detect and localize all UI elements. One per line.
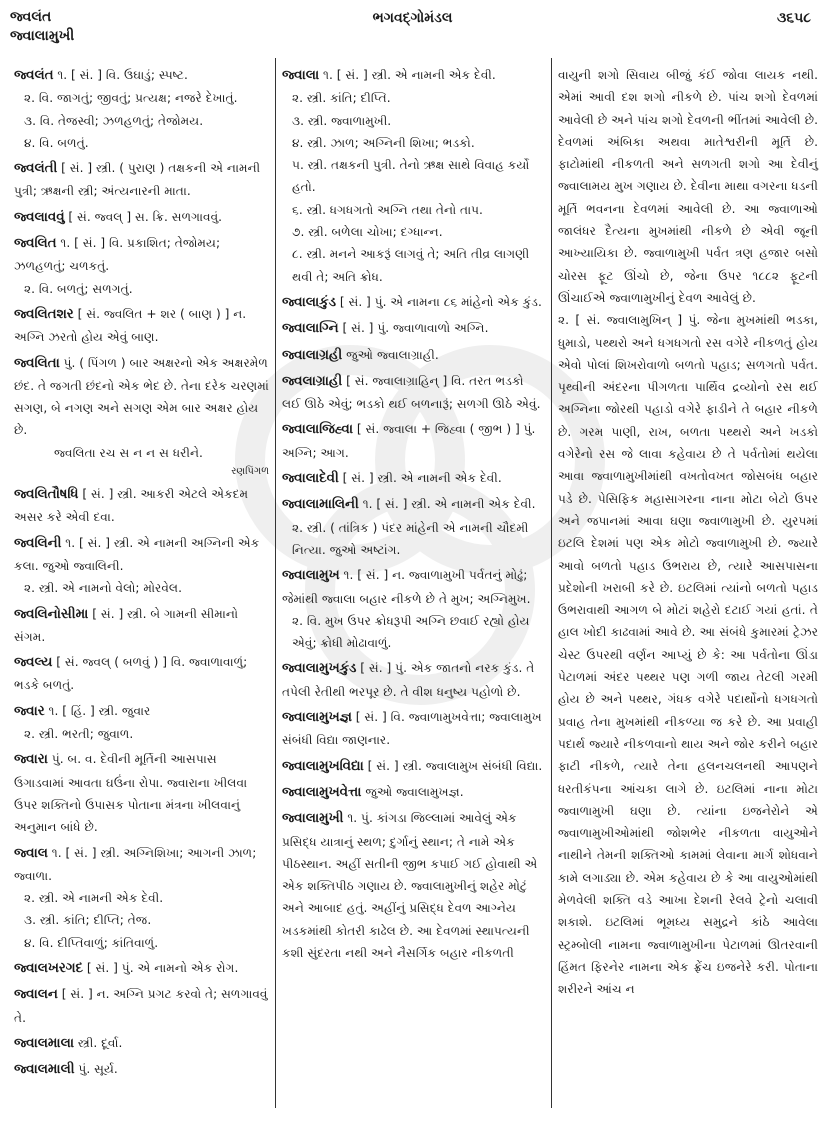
entry-definition: જુઓ જ્વાલામુખજ્ઞ. bbox=[365, 784, 464, 799]
entry-headword: જ્વલિતા bbox=[14, 355, 60, 371]
entry-headword: જ્વારા bbox=[14, 752, 48, 768]
entry-definition: પું. સૂર્ય. bbox=[78, 1062, 118, 1077]
entry-sense: ૨. સ્ત્રી. ભરતી; જુવાળ. bbox=[24, 727, 134, 742]
continuation-paragraph: વાયુની શગો સિવાય બીજું કંઈ જોવા લાયક નથી. એમાં આવી દશ શગો નીકળે છે. પાંચ શગો દેવળમાં આવેલી છે અને પાંચ શગો દેવળની ભીંતમાં આવેલી છે. દેવળમાં અંબિકા અથવા માતેશ્વરીની મૂર્તિ છે. ફાટોમાંથી નીકળતી અને સળગતી શગો આ દેવીનું જ્વાલામય મુખ ગણાય છે. દેવીના માથા વગરના ધડની મૂર્તિ ભવનના દેવળમાં આવેલી છે. આ જ્વાળાઓ જાલંધર દૈત્યના મુખમાંથી નીકળે છે એવી જૂની આખ્યાયિકા છે. જ્વાળામુખી પર્વત ત્રણ હજાર બસો ચોરસ ફૂટ ઊંચો છે, જેના ઉપર ૧૮૮૨ ફૂટની ઊંચાઈએ જ્વાળામુખીનું દેવળ આવેલું છે. bbox=[558, 68, 818, 305]
entry-definition: ૧. [ સં. ] સ્ત્રી. એ નામની એક દેવી. bbox=[323, 68, 496, 82]
entry-headword: જ્વલાવવું bbox=[14, 209, 65, 225]
entry-sense: ૨. વિ. બળતું; સળગતું. bbox=[24, 281, 133, 296]
entry-headword: જ્વાલામુખ bbox=[282, 568, 340, 584]
entry-definition: ૧. [ સં. ] સ્ત્રી. અગ્નિશિખા; આગની ઝાળ; જ્વાળા. bbox=[14, 845, 257, 883]
dictionary-entry bbox=[282, 781, 545, 804]
dictionary-entry bbox=[14, 651, 269, 697]
entry-definition: ૧. [ સં. ] વિ. ઉઘાડું; સ્પષ્ટ. bbox=[57, 68, 188, 82]
dictionary-entry bbox=[14, 352, 269, 480]
entry-headword: જ્વાલાકુંડ bbox=[282, 294, 336, 310]
entry-headword: જ્વાલામુખકુંડ bbox=[282, 661, 357, 677]
page-header bbox=[10, 8, 815, 56]
entry-sense: ૨. સ્ત્રી. ( તાંત્રિક ) પંદર માંહેની એ નામની ચૌદમી નિત્યા. જુઓ અષ્ટાંગ. bbox=[292, 520, 529, 557]
entry-definition: [ સં. ] સ્ત્રી. એ નામની એક દેવી. bbox=[342, 471, 502, 486]
entry-definition: જુઓ જ્વાલાગ્રાહી. bbox=[346, 347, 439, 362]
entry-definition: પું. બ. વ. દેવીની મૂર્તિની આસપાસ ઉગાડવામાં આવતા ઘઉંના રોપા. જ્વારાના ખીલવા ઉપર શક્તિનો ઉપાસક પોતાના મંત્રના ખીલવાનું અનુમાન બાંધે છે. bbox=[14, 752, 248, 835]
dictionary-entry bbox=[14, 983, 269, 1029]
entry-sense: ૨. સ્ત્રી. એ નામનો વેલો; મોરવેલ. bbox=[24, 581, 183, 596]
dictionary-entry bbox=[14, 603, 269, 649]
dictionary-entry bbox=[14, 957, 269, 980]
entry-headword: જ્વાલામાલિની bbox=[282, 497, 359, 513]
entry-definition: [ સં. ] ન. અગ્નિ પ્રગટ કરવો તે; સળગાવવું તે. bbox=[14, 987, 268, 1025]
entry-headword: જ્વાલમાલી bbox=[14, 1062, 75, 1078]
entry-definition: [ સં. ] પું. એ નામનો એક રોગ. bbox=[86, 960, 239, 975]
entry-sense: ૨. વિ. જાગતું; જીવતું; પ્રત્યક્ષ; નજરે દેખાતું. bbox=[24, 91, 238, 106]
entry-headword: જ્વલંતી bbox=[14, 161, 58, 177]
dictionary-columns bbox=[12, 58, 818, 1108]
entry-definition: [ સં. ] સ્ત્રી. ( પુરાણ ) તક્ષકની એ નામની પુત્રી; ઋક્ષની સ્ત્રી; અંત્યનારની માતા. bbox=[14, 161, 261, 199]
dictionary-entry bbox=[282, 467, 545, 490]
dictionary-entry bbox=[282, 807, 545, 964]
entry-sense: ૪. સ્ત્રી. ઝાળ; અગ્નિની શિખા; ભડકો. bbox=[292, 135, 475, 150]
dictionary-entry bbox=[282, 291, 545, 314]
entry-definition: ૧. [ સં. ] સ્ત્રી. એ નામની અગ્નિની એક કલા. જુઓ જ્વાલિની. bbox=[14, 535, 260, 573]
dictionary-entry bbox=[14, 64, 269, 154]
entry-sense: ૨. સ્ત્રી. કાંતિ; દીપ્તિ. bbox=[292, 91, 391, 106]
entry-definition: ૧. [ સં. ] સ્ત્રી. એ નામની એક દેવી. bbox=[362, 497, 536, 512]
dictionary-entry bbox=[14, 232, 269, 300]
column-right bbox=[552, 58, 818, 1108]
dictionary-entry bbox=[282, 657, 545, 703]
entry-definition: [ સં. ] પું. એક જાતનો નરક કુંડ. તે તપેલી રેતીથી ભરપૂર છે. તે વીશ ધનુષ્ય પહોળો છે. bbox=[282, 661, 535, 699]
entry-definition: ૧. પું. કાંગડા જિલ્લામાં આવેલું એક પ્રસિદ્ધ યાત્રાનું સ્થળ; દુર્ગાનું સ્થાન; તે નામે એક પીઠસ્થાન. અહીં સતીની જીભ કપાઈ ગઈ હોવાથી એ એક શક્તિપીઠ ગણાય છે. જ્વાલામુખીનું શહેર મોટું અને આબાદ હતું. અહીંનું પ્રસિદ્ધ દેવળ આગ્નેય ખડકમાંથી કોતરી કાઢેલ છે. આ દેવળમાં સ્થાપત્યની કશી સુંદરતા નથી અને નૈસર્ગિક બહાર નીકળતી bbox=[282, 811, 538, 960]
column-middle bbox=[276, 58, 552, 1108]
entry-sense: ૪. વિ. બળતું. bbox=[24, 135, 89, 150]
entry-definition: ૧. [ સં. ] વિ. પ્રકાશિત; તેજોમય; ઝળહળતું; ચળકતું. bbox=[14, 236, 221, 274]
entry-sense: ૭. સ્ત્રી. બળેલા ચોખા; દગ્ધાન્ન. bbox=[292, 225, 443, 240]
entry-sense: ૪. વિ. દીપ્તિવાળું; કાંતિવાળું. bbox=[24, 935, 159, 950]
dictionary-entry bbox=[282, 706, 545, 752]
entry-quotation: જ્વલિતા રચ સ ન ન સ ધરીને. bbox=[54, 445, 203, 460]
continuation-paragraph: ૨. [ સં. જ્વાલામુખિન્ ] પું. જેના મુખમાંથી ભડકા, ધુમાડો, પથ્થરો અને ધગધગતો રસ વગેરે નીકળતું હોય એવો પોલાં શિખરોવાળો બળતો પહાડ; સળગતો પર્વત. પૃથ્વીની અંદરના પીગળતા પાર્થિવ દ્રવ્યોનો રસ થઈ અગ્નિના જોરથી પહાડો વગેરે ફાડીને તે બહાર નીકળે છે. ગરમ પાણી, રાખ, બળતા પથ્થરો અને ખડકો વગેરેનો રસ જે લાવા કહેવાય છે તે પર્વતોમાં થયેલા આવા જ્વાળામુખીમાંથી વખતોવખત જોસબંધ બહાર પડે છે. પેસિફિક મહાસાગરના નાના મોટા બેટો ઉપર અને જપાનમાં આવા ઘણા જ્વાળામુખી છે. યુરપમાં ઇટલિ દેશમાં પણ એક મોટો જ્વાળામુખી છે. જ્યારે આવો બળતો પહાડ ઉભરાય છે, ત્યારે આસપાસના પ્રદેશોની ખરાબી કરે છે. ઇટલિમાં ત્યાંનો બળતો પહાડ ઉભરાવાથી આગળ બે મોટાં શહેરો દટાઈ ગયાં હતાં. તે હાલ ખોદી કાઢવામાં આવે છે. આ સંબંધે કુમારમાં ટ્રેઝર ચેસ્ટ ઉપરથી વર્ણન આપ્યું છે કે: આ પર્વતોના ઊંડા પેટાળમાં અંદર પથ્થર પણ ગળી જાય તેટલી ગરમી હોય છે અને પથ્થર, ગંધક વગેરે પદાર્થોનો ધગધગતો પ્રવાહ તેના મુખમાંથી નીકળ્યા જ કરે છે. આ પ્રવાહી પદાર્થ જ્યારે નીકળવાનો થાય અને જોર કરીને બહાર ફાટી નીકળે, ત્યારે તેના હલનચલનથી આપણને ધરતીકંપના આંચકા લાગે છે. ઇટલિમાં નાના મોટા જ્વાળામુખી ઘણા છે. ત્યાંના ઇજનેરોને એ જ્વાળામુખીઓમાંથી જોશભેર નીકળતા વાયુઓને નાથીને તેમની શક્તિઓ કામમાં લેવાના માર્ગ શોધવાને કામે લગાડ્યા છે. એમ કહેવાય છે કે આ વાયુઓમાંથી મેળવેલી શક્તિ વડે આખા દેશની રેલવે ટ્રેનો ચલાવી શકાશે. ઇટલિમાં ભૂમધ્ય સમુદ્રને કાંઠે આવેલા સ્ટ્રમ્બોલી નામના જ્વાળામુખીના પેટાળમાં ઊતરવાની હિંમત ફિરનેર નામના એક ફ્રેંચ ઇજનેરે કરી. પોતાના શરીરને આંચ ન bbox=[558, 313, 818, 997]
entry-sense: ૫. સ્ત્રી. તક્ષકની પુત્રી. તેનો ઋક્ષ સાથે વિવાહ કર્યો હતો. bbox=[292, 158, 530, 195]
entry-definition: [ સં. ] સ્ત્રી. બે ગામની સીમાનો સંગમ. bbox=[14, 606, 238, 644]
entry-definition: પું. ( પિંગળ ) બાર અક્ષરનો એક અક્ષરમેળ છંદ. તે જગતી છંદનો એક ભેદ છે. તેના દરેક ચરણમાં સગણ, બે નગણ અને સગણ એમ બાર અક્ષર હોય છે. bbox=[14, 355, 269, 438]
entry-headword: જ્વાલાજિહ્વા bbox=[282, 422, 354, 438]
entry-headword: જ્વલિની bbox=[14, 535, 62, 551]
dictionary-entry bbox=[282, 493, 545, 561]
column-left bbox=[12, 58, 276, 1108]
entry-headword: જ્વાલા bbox=[282, 68, 320, 83]
entry-definition: [ સં. જ્વાલા + જિહ્વા ( જીભ ) ] પું. અગ્નિ; આગ. bbox=[282, 422, 536, 460]
dictionary-entry bbox=[282, 370, 545, 416]
book-title: ભગવદ્ગોમંડલ bbox=[372, 10, 453, 26]
entry-definition: [ સં. જ્વલ્ ] સ. ક્રિ. સળગાવવું. bbox=[68, 209, 223, 224]
entry-sense: ૩. વિ. તેજસ્વી; ઝળહળતું; તેજોમય. bbox=[24, 113, 204, 128]
entry-headword: જ્વાલખરગદ bbox=[14, 960, 84, 976]
entry-headword: જ્વલિનોસીમા bbox=[14, 606, 89, 622]
entry-sense: ૨. વિ. મુખ ઉપર ક્રોધરૂપી અગ્નિ છવાઈ રહ્યો હોય એવું; ક્રોધી મોઢાવાળું. bbox=[292, 613, 530, 651]
entry-sense: ૨. સ્ત્રી. એ નામની એક દેવી. bbox=[24, 891, 164, 906]
entry-headword: જ્વાલાગ્નિ bbox=[282, 321, 339, 337]
entry-headword: જ્વલંત bbox=[14, 68, 54, 83]
guide-word-last: જ્વાલામુખી bbox=[10, 28, 75, 44]
dictionary-entry bbox=[282, 755, 545, 778]
entry-definition: ૧. [ સં. ] ન. જ્વાળામુખી પર્વતનું મોઢું; જેમાંથી જ્વાલા બહાર નીકળે છે તે મુખ; અગ્નિમુખ. bbox=[282, 568, 531, 606]
entry-headword: જ્વાલામુખજ્ઞ bbox=[282, 710, 352, 726]
guide-word-first: જ્વલંત bbox=[10, 9, 52, 25]
dictionary-entry bbox=[14, 483, 269, 529]
dictionary-entry bbox=[14, 748, 269, 838]
entry-definition: સ્ત્રી. દૂર્વા. bbox=[77, 1035, 123, 1050]
dictionary-entry bbox=[282, 317, 545, 340]
entry-headword: જ્વલિત bbox=[14, 236, 57, 252]
dictionary-entry bbox=[282, 418, 545, 464]
entry-definition: [ સં. ] સ્ત્રી. જ્વાલામુખ સંબંધી વિદ્યા. bbox=[367, 758, 543, 773]
entry-headword: જ્વાલામુખવિદ્યા bbox=[282, 758, 364, 774]
entry-definition: [ સં. જ્વાલાગ્રાહિન્ ] વિ. તરત ભડકો લઈ ઊઠે એવું; ભડકો થઈ બળનારૂં; સળગી ઊઠે એવું. bbox=[282, 373, 541, 412]
entry-sense: ૩. સ્ત્રી. જ્વાળામુખી. bbox=[292, 113, 392, 128]
dictionary-entry bbox=[14, 1032, 269, 1055]
dictionary-entry bbox=[282, 564, 545, 654]
entry-headword: જ્વાલાદેવી bbox=[282, 471, 339, 487]
entry-definition: [ સં. ] વિ. જ્વાળામુખવેત્તા; જ્વાલામુખ સંબંધી વિદ્યા જાણનાર. bbox=[282, 710, 542, 748]
dictionary-entry bbox=[282, 64, 545, 288]
dictionary-entry bbox=[14, 532, 269, 600]
entry-sense: ૮. સ્ત્રી. મનને આકરૂં લાગવું તે; અતિ તીવ્ર લાગણી થવી તે; અતિ ક્રોધ. bbox=[292, 247, 530, 284]
entry-headword: જ્વાલન bbox=[14, 987, 58, 1003]
entry-sense: ૬. સ્ત્રી. ધગધગતો અગ્નિ તથા તેનો તાપ. bbox=[292, 202, 483, 217]
entry-headword: જ્વાર bbox=[14, 703, 45, 719]
entry-definition: [ સં. ] પું. એ નામના ૮૬ માંહેનો એક કુંડ. bbox=[339, 294, 542, 309]
entry-headword: જ્વાલામુખવેત્તા bbox=[282, 784, 362, 800]
dictionary-entry bbox=[14, 700, 269, 746]
entry-definition: [ સં. ] પું. જ્વાળાવાળો અગ્નિ. bbox=[342, 321, 489, 336]
entry-headword: જ્વાલમાલા bbox=[14, 1035, 74, 1051]
dictionary-entry bbox=[14, 157, 269, 203]
entry-headword: જ્વાલામુખી bbox=[282, 811, 344, 827]
entry-headword: જ્વલાગ્રાહી bbox=[282, 373, 343, 389]
entry-definition: ૧. [ હિં. ] સ્ત્રી. જુવાર bbox=[48, 703, 151, 718]
dictionary-entry bbox=[14, 1058, 269, 1081]
entry-headword: જ્વલિતૌષધિ bbox=[14, 487, 79, 503]
dictionary-entry bbox=[14, 842, 269, 954]
entry-source: રણપિંગળ bbox=[231, 466, 269, 478]
dictionary-entry bbox=[14, 303, 269, 349]
dictionary-entry bbox=[282, 344, 545, 367]
entry-headword: જ્વાલ bbox=[14, 845, 48, 861]
dictionary-entry bbox=[14, 206, 269, 229]
entry-headword: જ્વલિતશર bbox=[14, 306, 74, 322]
entry-headword: જ્વલ્ય bbox=[14, 655, 53, 671]
entry-sense: ૩. સ્ત્રી. કાંતિ; દીપ્તિ; તેજ. bbox=[24, 913, 152, 928]
entry-headword: જ્વાલાગ્રહી bbox=[282, 347, 343, 363]
entry-definition: [ સં. જ્વલિત + શર ( બાણ ) ] ન. અગ્નિ ઝરતો હોય એવું બાણ. bbox=[14, 306, 247, 345]
entry-definition: [ સં. જ્વલ્ ( બળવું ) ] વિ. જ્વાળાવાળું; ભડકે બળતું. bbox=[14, 655, 248, 693]
entry-definition: [ સં. ] સ્ત્રી. આકરી એટલે એકદમ અસર કરે એવી દવા. bbox=[14, 487, 249, 525]
page-number: ૩૬૫૮ bbox=[776, 10, 811, 26]
